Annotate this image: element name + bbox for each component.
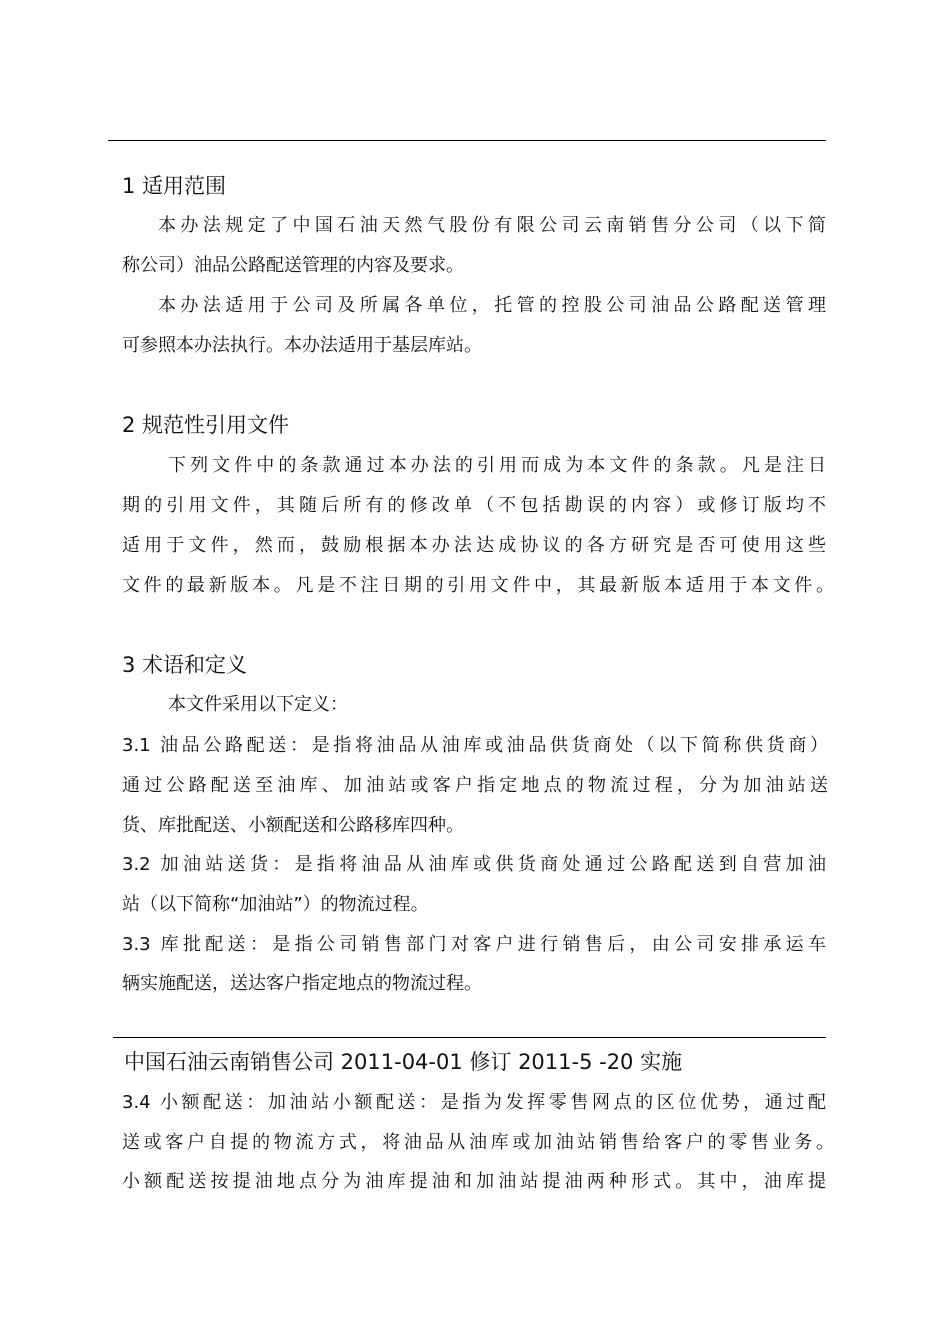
- section-2-paragraph-line: 下列文件中的条款通过本办法的引用而成为本文件的条款。凡是注日: [168, 455, 826, 476]
- definition-line: 3.4 小额配送：加油站小额配送：是指为发挥零售网点的区位优势，通过配: [122, 1092, 826, 1113]
- definition-line: 通过公路配送至油库、加油站或客户指定地点的物流过程，分为加油站送: [122, 775, 828, 796]
- section-1-heading: 1 适用范围: [122, 174, 227, 198]
- definition-line: 3.2 加油站送货：是指将油品从油库或供货商处通过公路配送到自营加油: [122, 854, 826, 875]
- section-3-intro: 本文件采用以下定义：: [168, 694, 348, 715]
- page-footer: 中国石油云南销售公司 2011-04-01 修订 2011-5 -20 实施: [124, 1050, 683, 1074]
- definition-line: 送或客户自提的物流方式，将油品从油库或加油站销售给客户的零售业务。: [122, 1132, 834, 1153]
- section-3-heading: 3 术语和定义: [122, 653, 248, 677]
- section-1-paragraph-line: 本办法规定了中国石油天然气股份有限公司云南销售分公司（以下简: [158, 215, 826, 236]
- definition-line: 3.1 油品公路配送：是指将油品从油库或油品供货商处（以下简称供货商）: [122, 735, 828, 756]
- definition-line: 小额配送按提油地点分为油库提油和加油站提油两种形式。其中，油库提: [122, 1171, 826, 1192]
- footer-rule: [113, 1037, 826, 1038]
- definition-line: 站（以下简称“加油站”）的物流过程。: [122, 894, 429, 915]
- definition-line: 3.3 库批配送：是指公司销售部门对客户进行销售后，由公司安排承运车: [122, 934, 826, 955]
- definition-line: 货、库批配送、小额配送和公路移库四种。: [122, 815, 464, 836]
- section-1-paragraph-line: 称公司）油品公路配送管理的内容及要求。: [122, 255, 464, 276]
- definition-line: 辆实施配送，送达客户指定地点的物流过程。: [122, 973, 482, 994]
- section-1-paragraph-line: 可参照本办法执行。本办法适用于基层库站。: [122, 335, 482, 356]
- section-2-heading: 2 规范性引用文件: [122, 413, 290, 437]
- header-rule: [108, 140, 826, 141]
- section-2-paragraph-line: 适用于文件，然而，鼓励根据本办法达成协议的各方研究是否可使用这些: [122, 535, 826, 556]
- section-1-paragraph-line: 本办法适用于公司及所属各单位，托管的控股公司油品公路配送管理: [158, 295, 826, 316]
- section-2-paragraph-line: 期的引用文件，其随后所有的修改单（不包括勘误的内容）或修订版均不: [122, 495, 826, 516]
- section-2-paragraph-line: 文件的最新版本。凡是不注日期的引用文件中，其最新版本适用于本文件。: [122, 575, 834, 596]
